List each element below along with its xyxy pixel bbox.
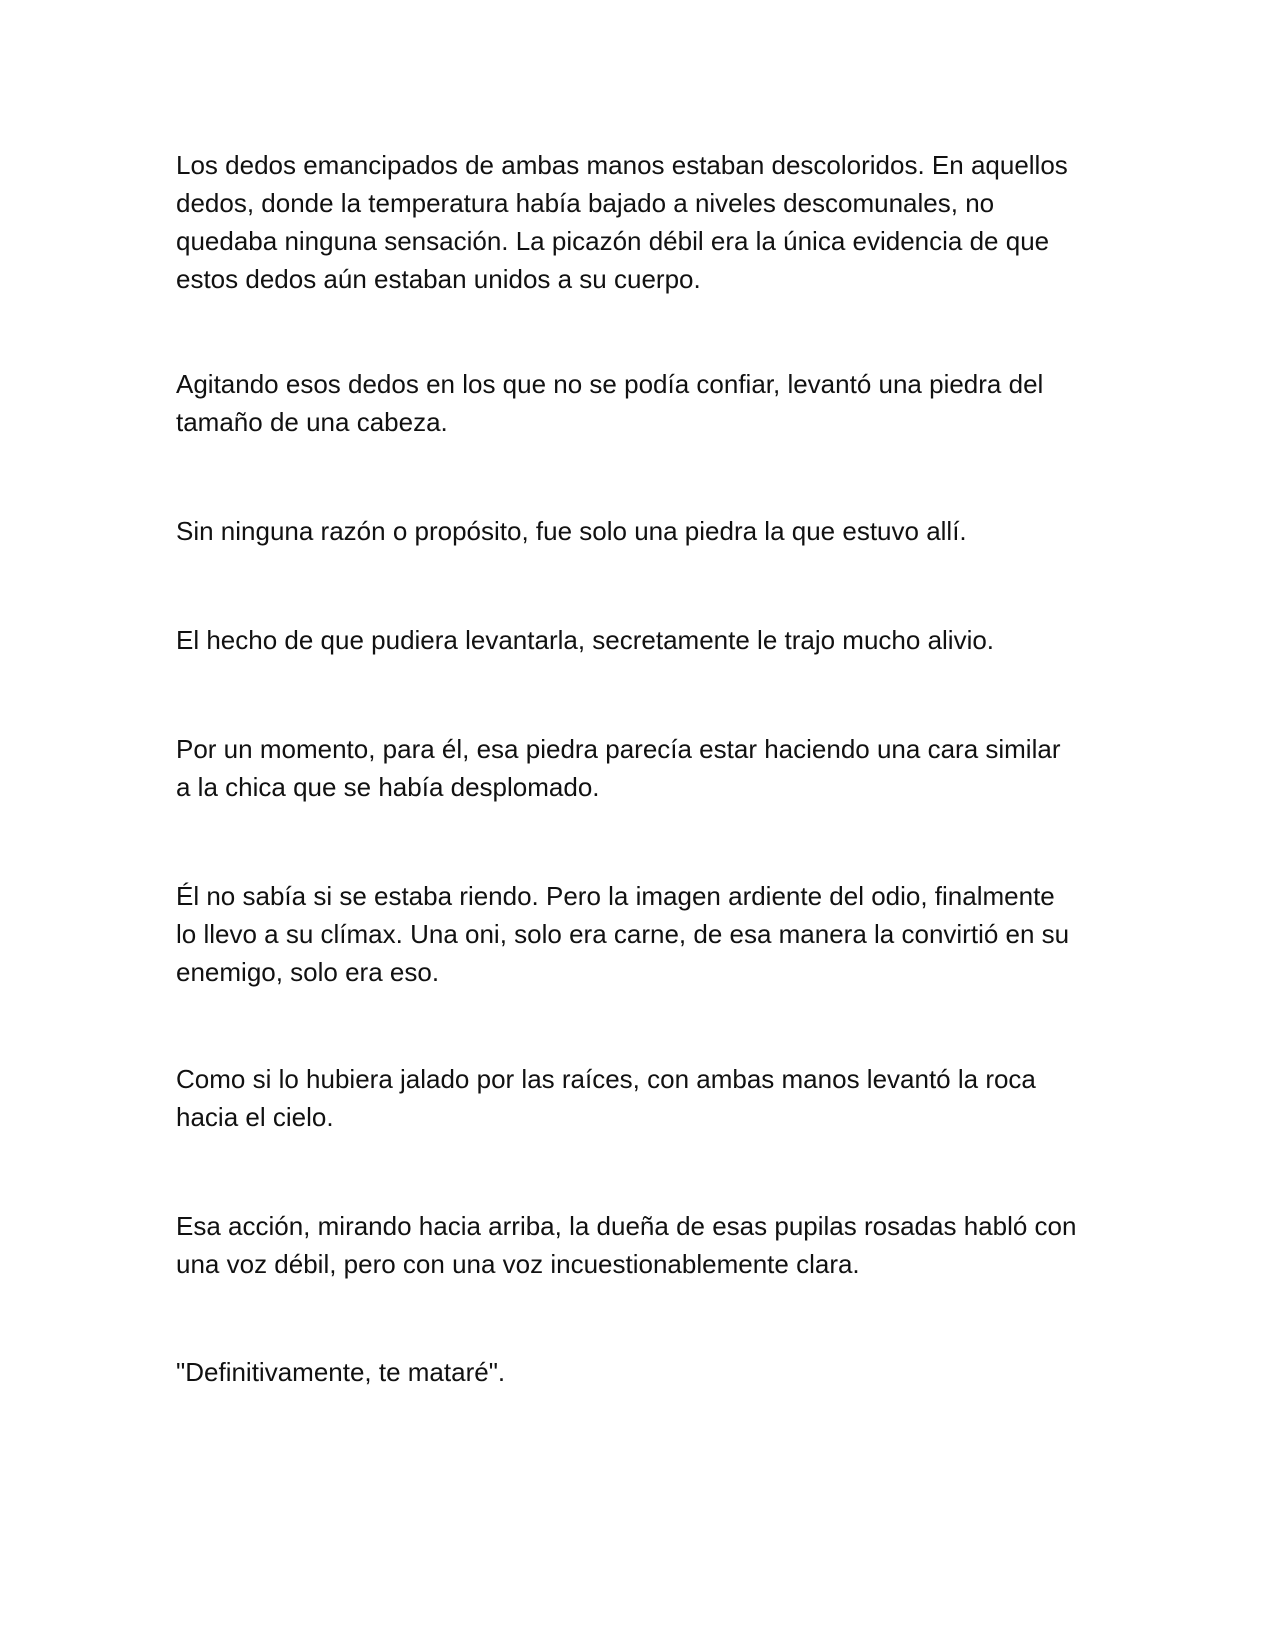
text-line: tamaño de una cabeza.: [176, 407, 448, 437]
text-line: Como si lo hubiera jalado por las raíces, con ambas manos levantó la roca: [176, 1064, 1036, 1094]
text-line: El hecho de que pudiera levantarla, secretamente le trajo mucho alivio.: [176, 625, 995, 655]
text-line: Él no sabía si se estaba riendo. Pero la imagen ardiente del odio, finalmente: [176, 881, 1055, 911]
paragraph-6: [176, 877, 1106, 991]
text-line: a la chica que se había desplomado.: [176, 772, 600, 802]
text-line: Los dedos emancipados de ambas manos estaban descoloridos. En aquellos: [176, 150, 1068, 180]
paragraph-7: [176, 1060, 1106, 1136]
paragraph-2: [176, 365, 1106, 441]
text-line: estos dedos aún estaban unidos a su cuerpo.: [176, 264, 701, 294]
text-line: Sin ninguna razón o propósito, fue solo una piedra la que estuvo allí.: [176, 516, 967, 546]
text-line: Agitando esos dedos en los que no se podía confiar, levantó una piedra del: [176, 369, 1044, 399]
text-line: Esa acción, mirando hacia arriba, la dueña de esas pupilas rosadas habló con: [176, 1211, 1077, 1241]
paragraph-3: [176, 512, 1106, 550]
paragraph-5: [176, 730, 1106, 806]
text-line: Por un momento, para él, esa piedra parecía estar haciendo una cara similar: [176, 734, 1061, 764]
text-line: dedos, donde la temperatura había bajado a niveles descomunales, no: [176, 188, 995, 218]
paragraph-9: [176, 1353, 1106, 1391]
text-line: quedaba ninguna sensación. La picazón débil era la única evidencia de que: [176, 226, 1050, 256]
text-line: "Definitivamente, te mataré".: [176, 1357, 506, 1387]
paragraph-1: [176, 146, 1106, 298]
text-line: una voz débil, pero con una voz incuestionablemente clara.: [176, 1249, 860, 1279]
paragraph-4: [176, 621, 1106, 659]
text-line: hacia el cielo.: [176, 1102, 334, 1132]
paragraph-8: [176, 1207, 1106, 1283]
text-line: enemigo, solo era eso.: [176, 957, 440, 987]
text-line: lo llevo a su clímax. Una oni, solo era carne, de esa manera la convirtió en su: [176, 919, 1070, 949]
